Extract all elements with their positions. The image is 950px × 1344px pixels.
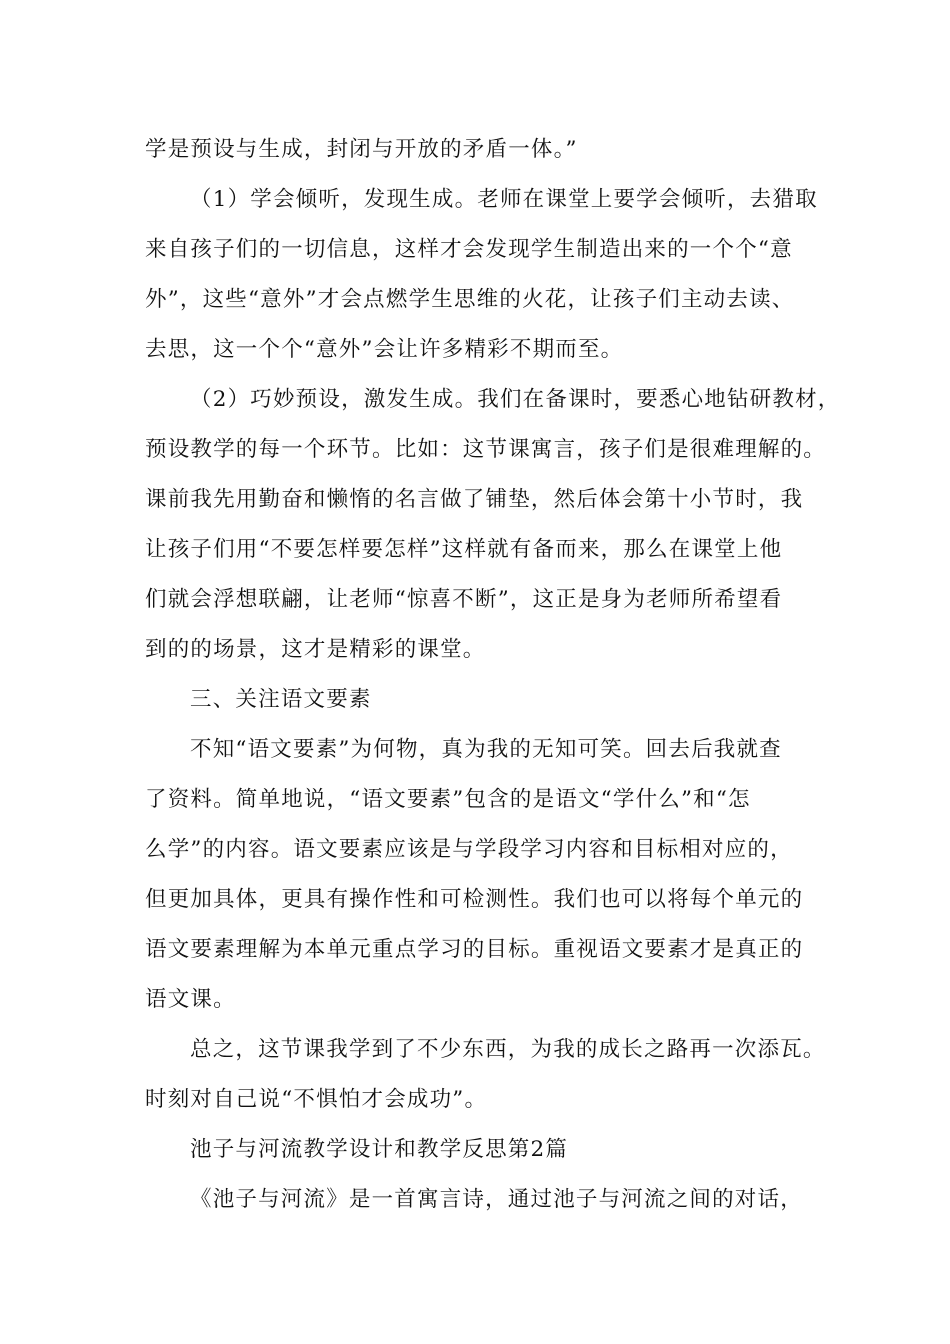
text-line: 让孩子们用“不要怎样要怎样”这样就有备而来，那么在课堂上他 — [145, 537, 783, 562]
text-line: 外”，这些“意外”才会点燃学生思维的火花，让孩子们主动去读、 — [145, 287, 795, 312]
text-line: 时刻对自己说“不惧怕才会成功”。 — [145, 1087, 488, 1112]
text-line: 不知“语文要素”为何物，真为我的无知可笑。回去后我就查 — [190, 737, 782, 762]
text-line: 但更加具体，更具有操作性和可检测性。我们也可以将每个单元的 — [145, 887, 804, 912]
text-line: 们就会浮想联翩，让老师“惊喜不断”，这正是身为老师所希望看 — [145, 587, 783, 612]
section-heading: 三、关注语文要素 — [190, 687, 372, 712]
text-line: 总之，这节课我学到了不少东西，为我的成长之路再一次添瓦。 — [190, 1037, 826, 1062]
text-line: 学是预设与生成，封闭与开放的矛盾一体。” — [145, 137, 578, 162]
text-line: 来自孩子们的一切信息，这样才会发现学生制造出来的一个个“意 — [145, 237, 793, 262]
article-title: 池子与河流教学设计和教学反思第2篇 — [190, 1137, 569, 1162]
text-line: 了资料。简单地说，“语文要素”包含的是语文“学什么”和“怎 — [145, 787, 751, 812]
text-line: 语文课。 — [145, 987, 236, 1012]
text-line: 《池子与河流》是一首寓言诗，通过池子与河流之间的对话， — [190, 1187, 803, 1212]
text-line: 课前我先用勤奋和懒惰的名言做了铺垫，然后体会第十小节时，我 — [145, 487, 804, 512]
text-line: 么学”的内容。语文要素应该是与学段学习内容和目标相对应的， — [145, 837, 793, 862]
text-line: （1）学会倾听，发现生成。老师在课堂上要学会倾听，去猎取 — [190, 187, 818, 212]
text-line: 到的的场景，这才是精彩的课堂。 — [145, 637, 486, 662]
text-line: 去思，这一个个“意外”会让许多精彩不期而至。 — [145, 337, 624, 362]
text-line: 预设教学的每一个环节。比如：这节课寓言，孩子们是很难理解的。 — [145, 437, 827, 462]
text-line: （2）巧妙预设，激发生成。我们在备课时，要悉心地钻研教材， — [190, 387, 841, 412]
text-line: 语文要素理解为本单元重点学习的目标。重视语文要素才是真正的 — [145, 937, 804, 962]
